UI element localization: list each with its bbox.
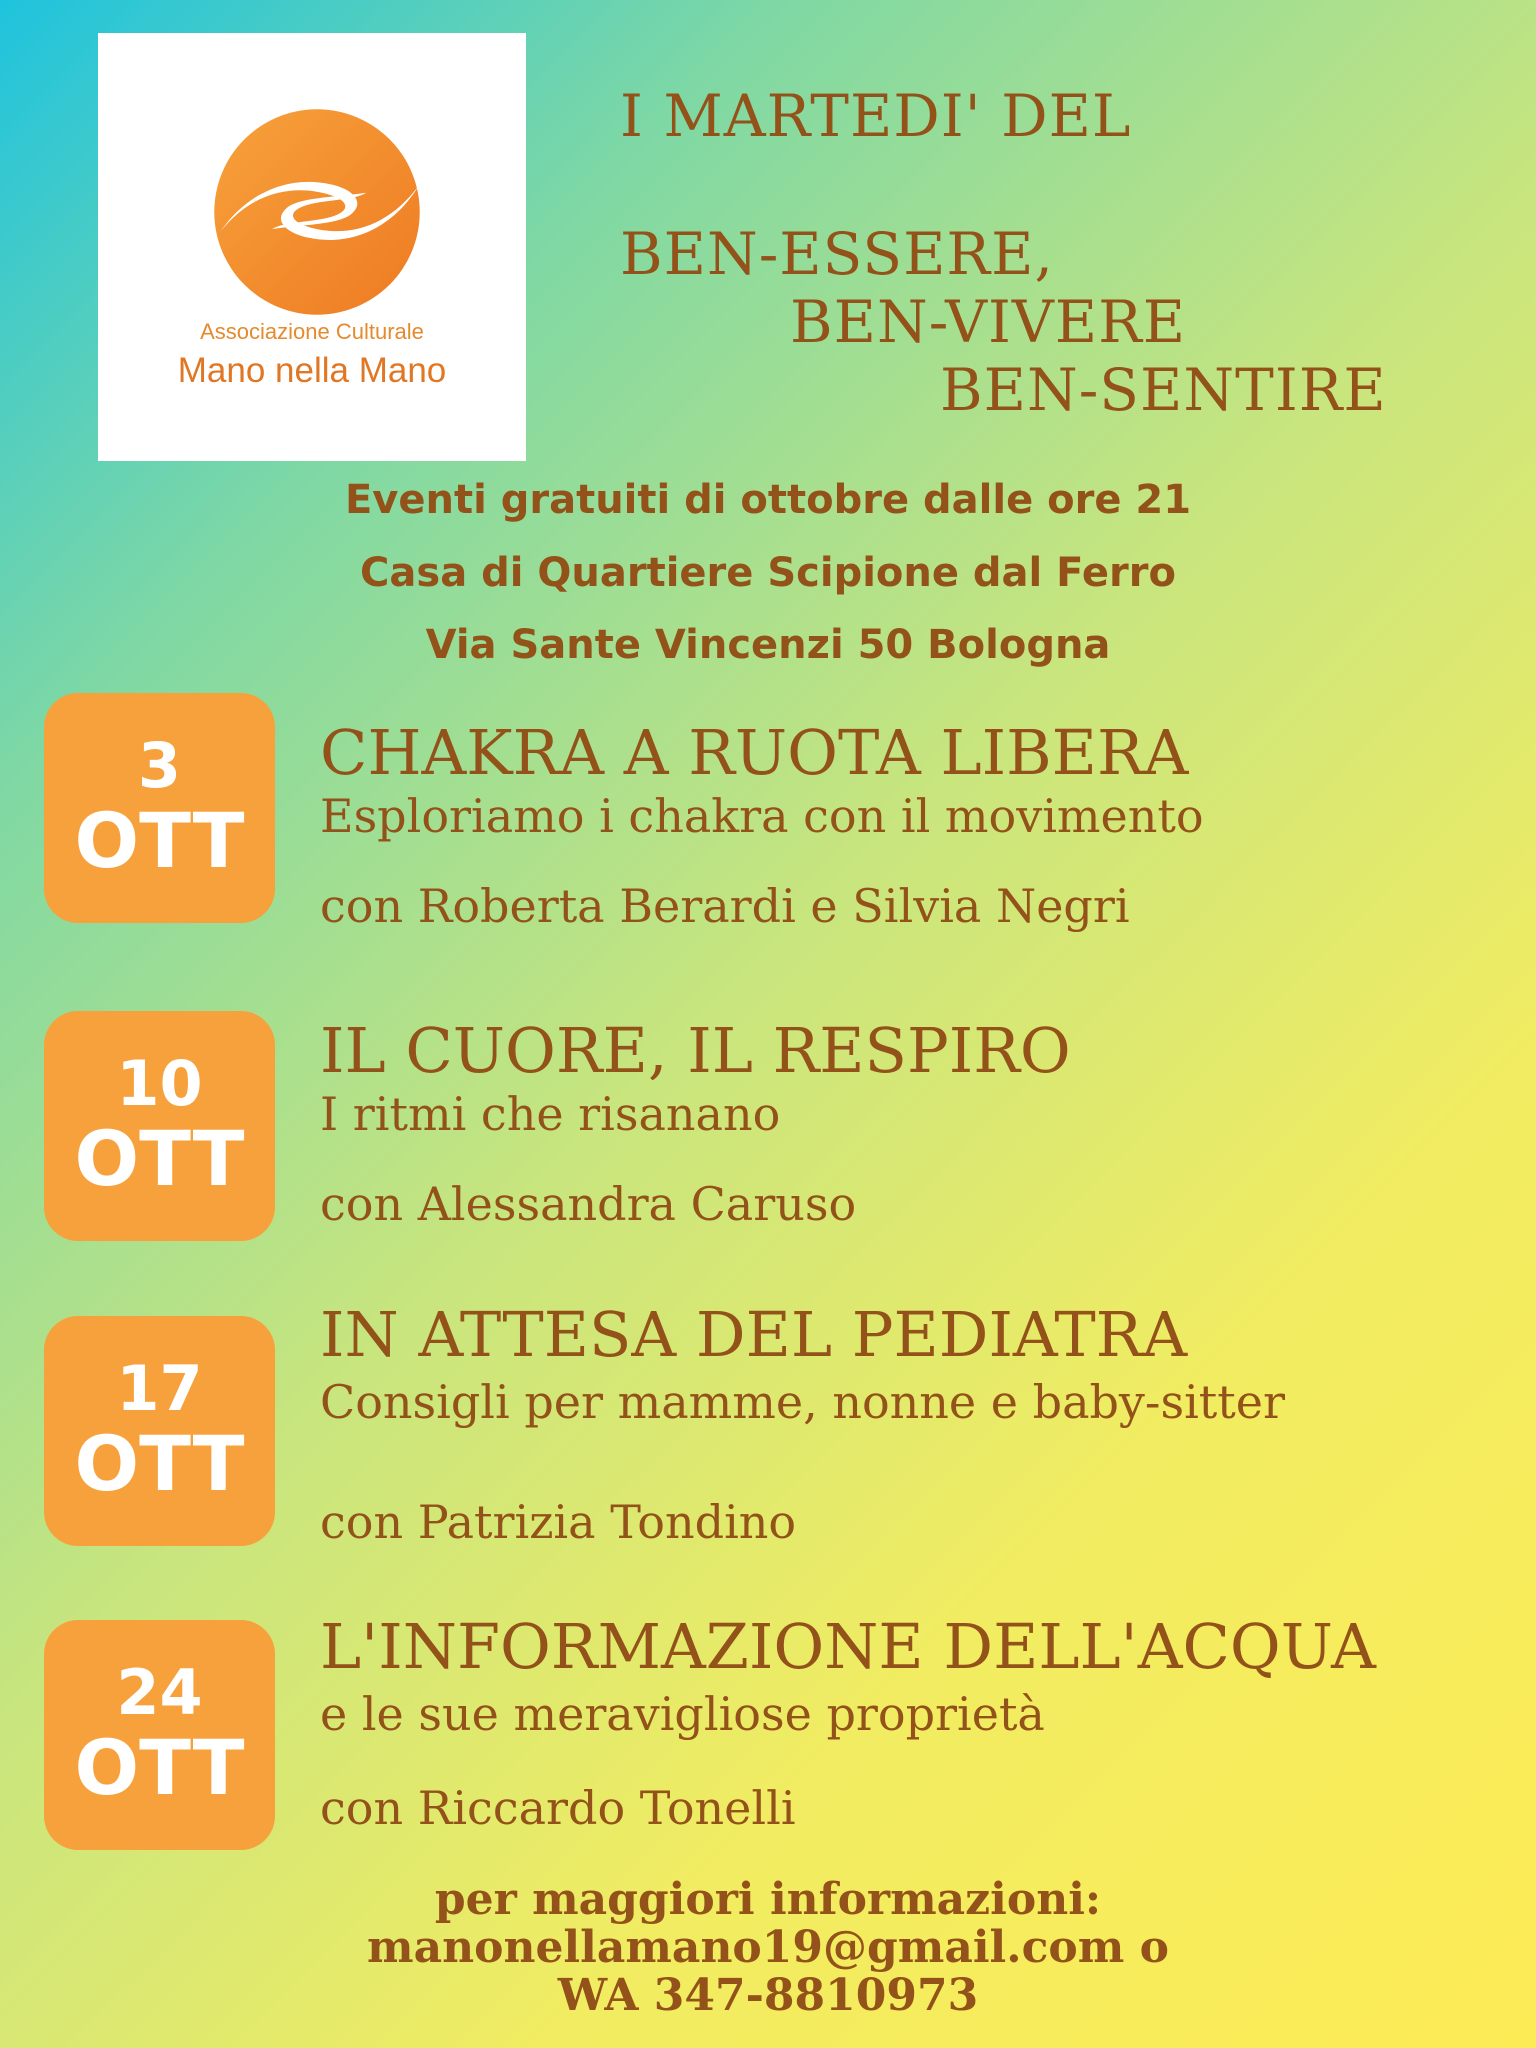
logo-name: Mano nella Mano [177,351,447,390]
date-day: 10 [116,1047,203,1120]
event-subtitle: e le sue meravigliose proprietà [320,1687,1045,1741]
event-host: con Riccardo Tonelli [320,1781,796,1835]
event-subtitle: Esploriamo i chakra con il movimento [320,789,1204,843]
info-line-2: Casa di Quartiere Scipione dal Ferro [360,550,1176,596]
event-title: CHAKRA A RUOTA LIBERA [320,716,1189,789]
date-badge [44,1620,275,1850]
date-badge [44,693,275,923]
event-title: IN ATTESA DEL PEDIATRA [320,1298,1188,1371]
logo-subtitle: Associazione Culturale [200,319,424,344]
event-host: con Roberta Berardi e Silvia Negri [320,879,1130,933]
date-day: 17 [116,1352,203,1425]
hands-circle-logo-icon [210,105,424,319]
association-logo [98,33,526,461]
date-month: OTT [74,1114,245,1203]
event-title: IL CUORE, IL RESPIRO [320,1014,1071,1087]
footer-email: manonellamano19@gmail.com o [367,1922,1169,1973]
event-host: con Patrizia Tondino [320,1495,797,1549]
date-month: OTT [74,1723,245,1812]
heading-line-3: BEN-VIVERE [790,288,1187,356]
footer-info-label: per maggiori informazioni: [434,1874,1102,1925]
heading-line-2: BEN-ESSERE, [620,220,1054,288]
info-line-1: Eventi gratuiti di ottobre dalle ore 21 [344,477,1192,523]
date-badge [44,1011,275,1241]
event-subtitle: I ritmi che risanano [320,1087,781,1141]
date-month: OTT [74,1419,245,1508]
event-title: L'INFORMAZIONE DELL'ACQUA [320,1610,1376,1683]
event-subtitle: Consigli per mamme, nonne e baby-sitter [320,1375,1285,1429]
date-month: OTT [74,796,245,885]
heading-line-1: I MARTEDI' DEL [620,82,1132,150]
date-day: 24 [116,1656,203,1729]
date-badge [44,1316,275,1546]
footer-whatsapp: WA 347-8810973 [557,1970,979,2021]
event-host: con Alessandra Caruso [320,1177,857,1231]
info-line-3: Via Sante Vincenzi 50 Bologna [425,622,1111,668]
date-day: 3 [137,729,182,802]
heading-line-4: BEN-SENTIRE [940,356,1387,424]
